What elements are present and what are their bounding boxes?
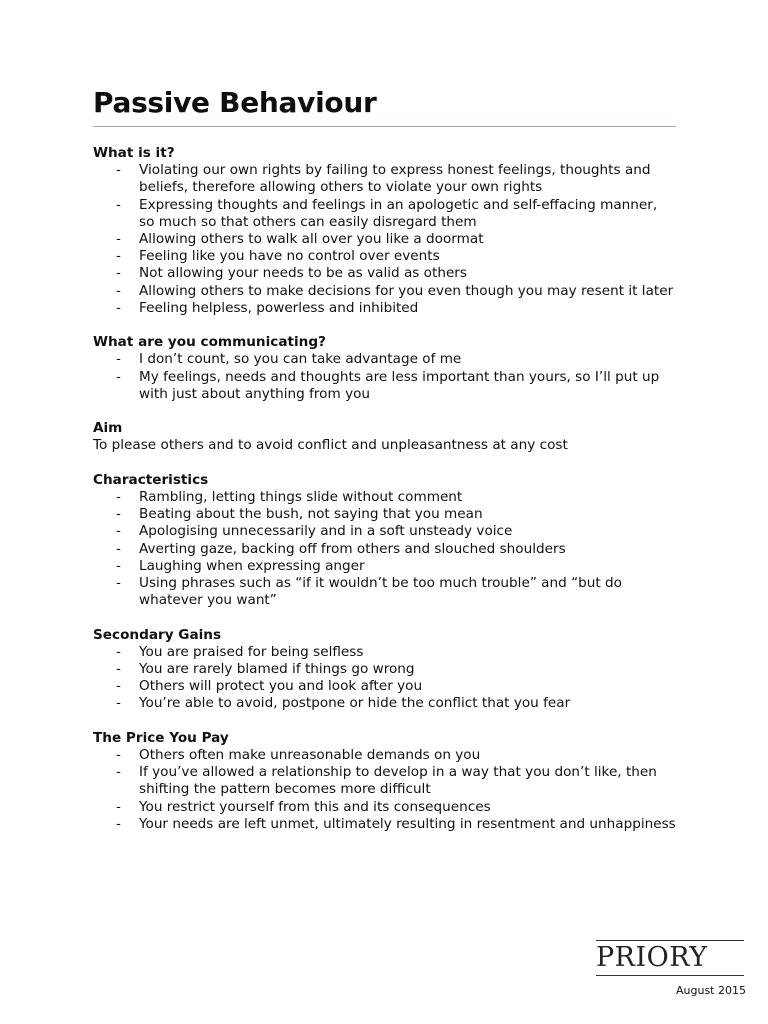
list-item-line: Expressing thoughts and feelings in an apologetic and self-effacing manner,	[139, 196, 658, 213]
list-item-line: Not allowing your needs to be as valid as others	[139, 265, 467, 282]
section	[93, 420, 693, 454]
section-heading: Aim	[93, 420, 123, 437]
list-item	[93, 489, 693, 506]
list-item-line: Violating our own rights by failing to express honest feelings, thoughts and	[139, 162, 651, 179]
bullet-dash: -	[116, 351, 121, 368]
section-heading: The Price You Pay	[93, 729, 229, 746]
list-item-line: You are rarely blamed if things go wrong	[139, 661, 415, 678]
section	[93, 627, 693, 713]
list-item	[93, 747, 693, 764]
list-item-line: You restrict yourself from this and its consequences	[139, 798, 491, 815]
list-item	[93, 231, 693, 248]
bullet-dash: -	[116, 162, 121, 179]
bullet-dash: -	[116, 540, 121, 557]
list-item-line: Allowing others to make decisions for you even though you may resent it later	[139, 282, 674, 299]
bullet-dash: -	[116, 678, 121, 695]
list-item-line: If you’ve allowed a relationship to develop in a way that you don’t like, then	[139, 764, 657, 781]
list-item	[93, 799, 693, 816]
section-heading: What is it?	[93, 145, 175, 161]
bullet-list	[93, 489, 693, 609]
list-item	[93, 248, 693, 265]
list-item	[93, 678, 693, 695]
list-item-line: beliefs, therefore allowing others to violate your own rights	[139, 179, 543, 196]
bullet-dash: -	[116, 368, 121, 385]
bullet-dash: -	[116, 248, 121, 265]
list-item-line: so much so that others can easily disregard them	[139, 213, 477, 230]
list-item-line: Feeling helpless, powerless and inhibited	[139, 299, 419, 316]
list-item-line: Feeling like you have no control over events	[139, 248, 440, 265]
bullet-dash: -	[116, 523, 121, 540]
bullet-dash: -	[116, 506, 121, 523]
list-item-line: Laughing when expressing anger	[139, 557, 365, 574]
bullet-dash: -	[116, 489, 121, 506]
list-item	[93, 575, 693, 609]
logo-bottom-line	[596, 975, 744, 976]
list-item-line: Beating about the bush, not saying that you mean	[139, 506, 483, 523]
bullet-dash: -	[116, 575, 121, 592]
bullet-dash: -	[116, 747, 121, 764]
section	[93, 472, 693, 610]
list-item	[93, 283, 693, 300]
section-heading: Characteristics	[93, 471, 209, 488]
list-item	[93, 764, 693, 798]
list-item	[93, 300, 693, 317]
page-title: Passive Behaviour	[93, 86, 377, 119]
list-item-line: My feelings, needs and thoughts are less important than yours, so I’ll put up	[139, 368, 660, 385]
bullet-dash: -	[116, 557, 121, 574]
bullet-dash: -	[116, 695, 121, 712]
list-item	[93, 816, 693, 833]
list-item-line: Your needs are left unmet, ultimately resulting in resentment and unhappiness	[139, 815, 676, 832]
list-item	[93, 523, 693, 540]
list-item	[93, 265, 693, 282]
list-item-line: shifting the pattern becomes more difficult	[139, 781, 431, 798]
list-item-line: I don’t count, so you can take advantage of me	[139, 351, 462, 368]
bullet-dash: -	[116, 282, 121, 299]
bullet-list	[93, 162, 693, 317]
list-item-line: Allowing others to walk all over you like a doormat	[139, 231, 484, 248]
list-item	[93, 197, 693, 231]
list-item-line: Apologising unnecessarily and in a soft unsteady voice	[139, 523, 513, 540]
bullet-dash: -	[116, 265, 121, 282]
list-item	[93, 369, 693, 403]
section-text: To please others and to avoid conflict and unpleasantness at any cost	[93, 437, 568, 454]
list-item-line: whatever you want”	[139, 592, 277, 609]
section	[93, 730, 693, 833]
priory-logo	[596, 940, 746, 976]
document-body	[93, 145, 693, 850]
bullet-dash: -	[116, 815, 121, 832]
list-item	[93, 661, 693, 678]
list-item-line: with just about anything from you	[139, 385, 371, 402]
bullet-dash: -	[116, 231, 121, 248]
list-item	[93, 541, 693, 558]
list-item-line: You are praised for being selfless	[139, 643, 364, 660]
list-item-line: You’re able to avoid, postpone or hide the conflict that you fear	[139, 695, 571, 712]
footer-date: August 2015	[676, 984, 746, 997]
title-divider	[93, 126, 676, 127]
list-item	[93, 506, 693, 523]
bullet-list	[93, 644, 693, 713]
list-item	[93, 644, 693, 661]
bullet-list	[93, 351, 693, 403]
section-heading: Secondary Gains	[93, 626, 222, 643]
section	[93, 145, 693, 317]
bullet-dash: -	[116, 764, 121, 781]
logo-text: PRIORY	[596, 942, 708, 973]
list-item-line: Rambling, letting things slide without comment	[139, 489, 463, 506]
bullet-dash: -	[116, 661, 121, 678]
list-item	[93, 162, 693, 196]
list-item-line: Others will protect you and look after you	[139, 678, 423, 695]
bullet-dash: -	[116, 798, 121, 815]
list-item	[93, 351, 693, 368]
list-item-line: Averting gaze, backing off from others and slouched shoulders	[139, 540, 566, 557]
section-heading: What are you communicating?	[93, 334, 326, 351]
list-item-line: Others often make unreasonable demands on you	[139, 747, 481, 764]
bullet-dash: -	[116, 196, 121, 213]
bullet-list	[93, 747, 693, 833]
list-item-line: Using phrases such as “if it wouldn’t be too much trouble” and “but do	[139, 575, 622, 592]
bullet-dash: -	[116, 643, 121, 660]
bullet-dash: -	[116, 299, 121, 316]
logo-top-line	[596, 940, 744, 941]
list-item	[93, 695, 693, 712]
list-item	[93, 558, 693, 575]
section	[93, 334, 693, 403]
